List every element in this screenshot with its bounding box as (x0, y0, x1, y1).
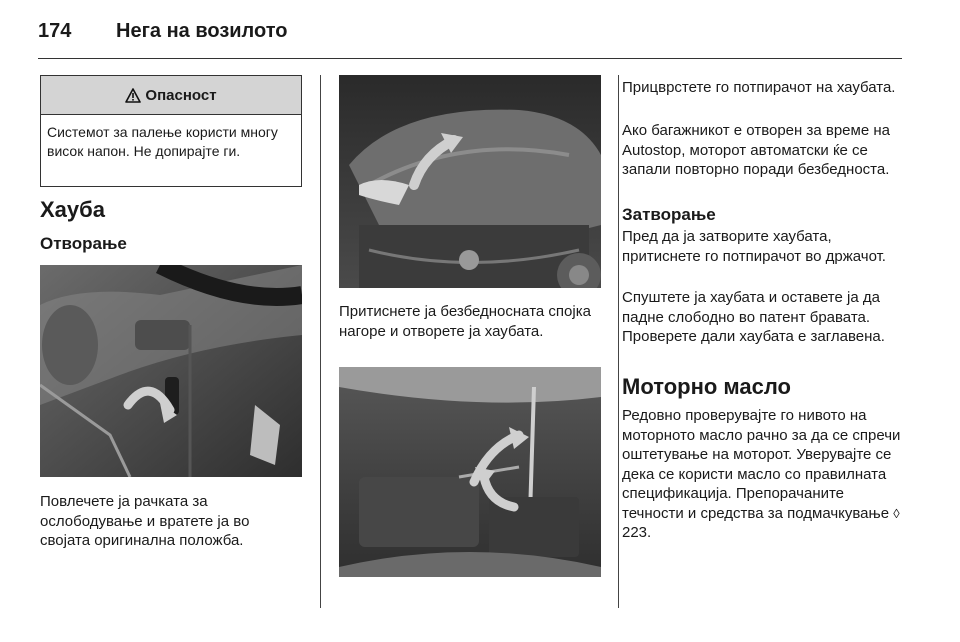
column-divider-2 (618, 75, 619, 608)
section-title-hood: Хауба (40, 197, 105, 222)
heading-closing: Затворање (622, 205, 716, 224)
figure-hood-prop (339, 367, 601, 577)
section-title-engine-oil: Моторно масло (622, 374, 791, 399)
warning-title: Опасност (145, 86, 217, 104)
paragraph-closing-lower: Спуштете ја хаубата и оставете ја да падне слободно во патент бравата. Проверете дали хаубата е заглавена. (622, 289, 885, 345)
paragraph-autostop: Ако багажникот е отворен за време на Autostop, моторот автоматски ќе се запали повторно поради безбедноста. (622, 122, 890, 178)
paragraph-engine-oil (622, 406, 904, 543)
header-rule (38, 58, 902, 59)
warning-header (41, 76, 301, 115)
paragraph-safety-catch: Притиснете ја безбедносната спојка нагоре и отворете ја хаубата. (339, 303, 591, 340)
paragraph-closing-prop: Пред да ја затворите хаубата, притиснете го потпирачот во држачот. (622, 228, 886, 265)
page-header (38, 14, 904, 46)
page-title: Нега на возилото (116, 20, 288, 42)
paragraph-prop-rod: Прицврстете го потпирачот на хаубата. (622, 79, 896, 96)
figure-release-lever (40, 265, 302, 477)
figure-open-hood (339, 75, 601, 288)
engine-oil-text: Редовно проверувајте го нивото на моторното масло рачно за да се спречи оштетување на моторот. Уверувајте се дека се користи масло со правилната спецификација. Препорачаните течности и средства за подмачкување (622, 407, 901, 522)
column-divider-1 (320, 75, 321, 608)
paragraph-release-lever: Повлечете ја рачката за ослободување и вратете ја во својата оригинална положба. (40, 493, 250, 549)
warning-triangle-icon (125, 88, 141, 103)
page-number: 174 (38, 20, 72, 42)
warning-box (40, 75, 302, 187)
warning-text: Системот за палење користи многу висок напон. Не допирајте ги. (47, 124, 278, 159)
page-reference-link[interactable]: 223. (622, 524, 652, 541)
page-reference-icon: ◊ (893, 505, 900, 521)
heading-opening: Отворање (40, 234, 127, 253)
